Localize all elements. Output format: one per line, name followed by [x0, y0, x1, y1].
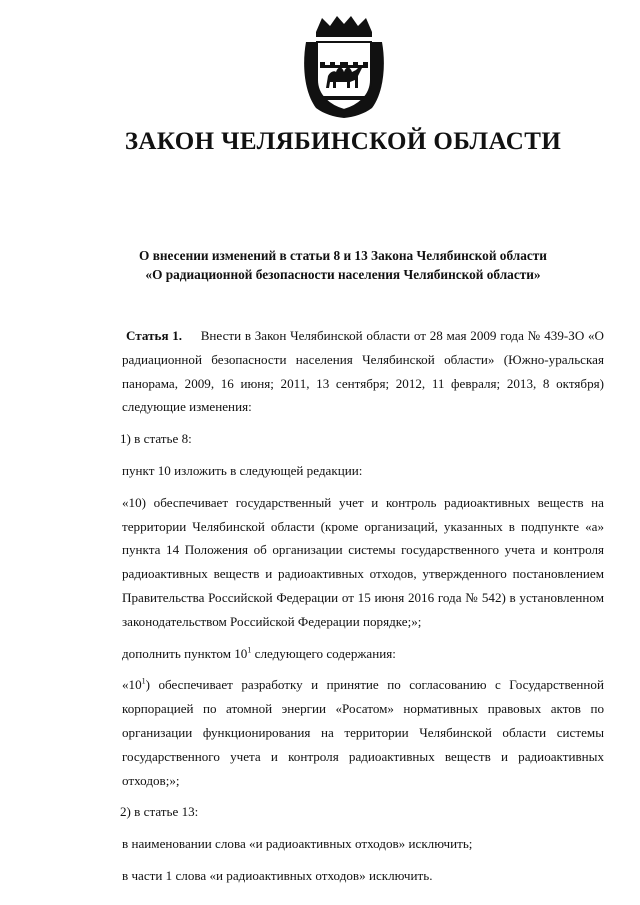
article-1	[122, 324, 604, 888]
subtitle-line-1: О внесении изменений в статьи 8 и 13 Закона Челябинской области	[139, 248, 547, 263]
point-10-1-open: «10	[122, 677, 142, 693]
coat-of-arms-icon	[300, 14, 388, 118]
point-10-1-rest: ) обеспечивает разработку и принятие по согласованию с Государственной корпорацией по атомной энергии «Росатом» нормативных правовых актов по организации функционирования на территории Челябинской области системы государственного учета и контроля радиоактивных веществ и радиоактивных отходов;»;	[122, 677, 604, 788]
article-label: Статья 1.	[126, 328, 183, 343]
law-title: ЗАКОН ЧЕЛЯБИНСКОЙ ОБЛАСТИ	[124, 128, 562, 155]
law-subtitle	[0, 246, 640, 284]
point-10-1-superscript: 1	[141, 677, 146, 686]
point-10-text: «10) обеспечивает государственный учет и контроль радиоактивных веществ на территории Челябинской области (кроме организаций, указанных в подпункте «а» пункта 14 Положения об организации системы государственного учета и контроля радиоактивных веществ и радиоактивных отходов, утвержденного постановлением Правительства Российской Федерации от 15 июня 2016 года № 542) в установленном законодательством Российской Федерации порядке;»;	[122, 494, 604, 629]
point-10-1-text	[122, 673, 604, 792]
add-point-text: дополнить пунктом 10	[122, 645, 248, 661]
add-point-superscript: 1	[247, 645, 252, 655]
item-1-subheading: пункт 10 изложить в следующей редакции:	[122, 462, 363, 478]
add-point-10-1-line	[122, 642, 604, 666]
article-intro-text: Внести в Закон Челябинской области от 28 мая 2009 года № 439-ЗО «О радиационной безопасности населения Челябинской области» (Южно-уральская панорама, 2009, 16 июня; 2011, 13 сентября; 2012, 11 февраля; 2013, 8 октября) следующие изменения:	[122, 328, 605, 415]
item-2-clause-b: в части 1 слова «и радиоактивных отходов» исключить.	[122, 867, 433, 883]
add-point-rest: следующего содержания:	[251, 645, 396, 661]
subtitle-line-2: «О радиационной безопасности населения Челябинской области»	[145, 267, 541, 282]
item-1-heading: 1) в статье 8:	[120, 431, 192, 447]
item-2-clause-a: в наименовании слова «и радиоактивных отходов» исключить;	[122, 836, 473, 852]
item-2-heading: 2) в статье 13:	[120, 804, 199, 820]
article-1-intro-paragraph	[122, 324, 604, 419]
